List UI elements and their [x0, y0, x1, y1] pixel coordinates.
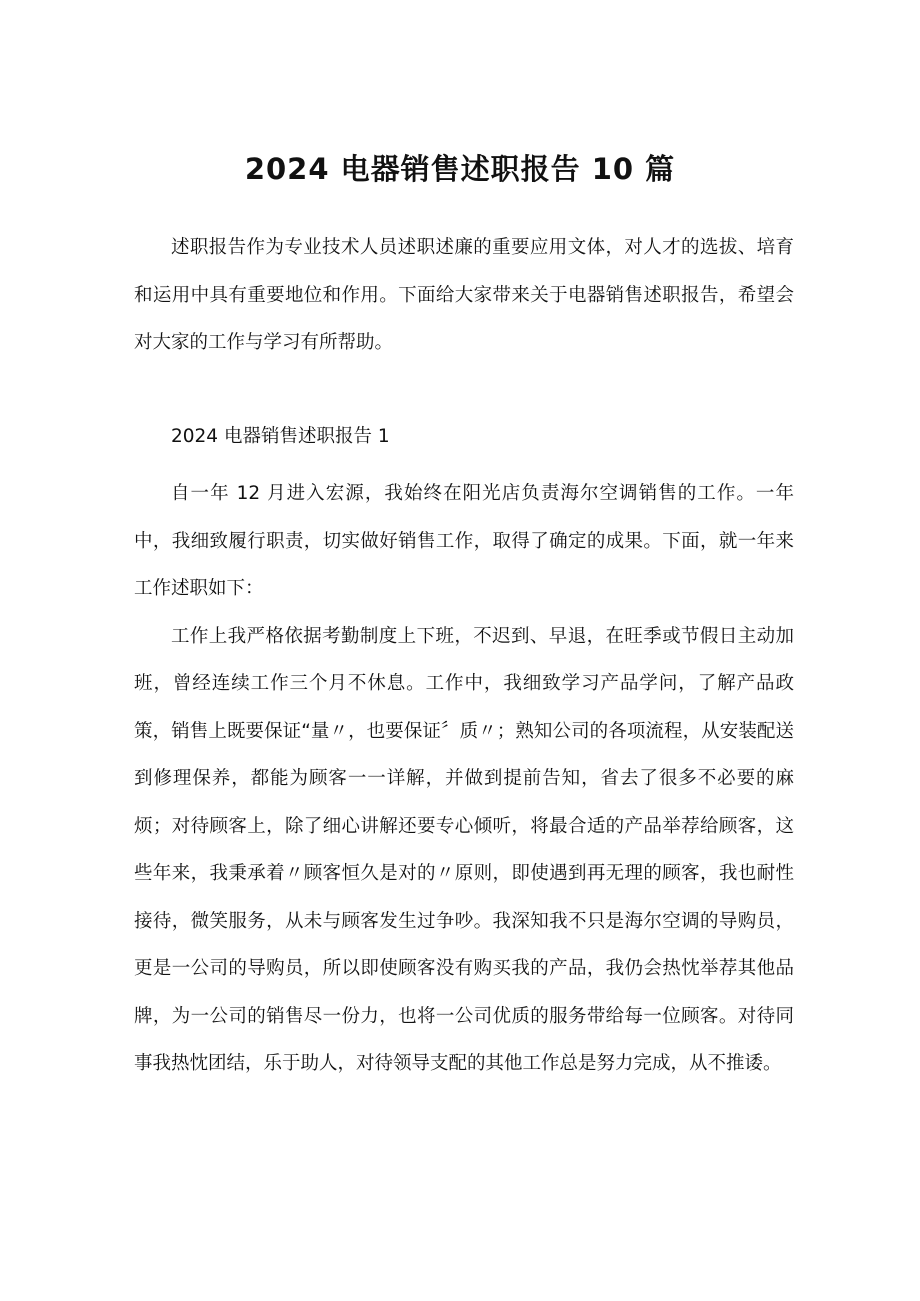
- body-paragraph-1: 自一年 12 月进入宏源，我始终在阳光店负责海尔空调销售的工作。一年中，我细致履行职责，切实做好销售工作，取得了确定的成果。下面，就一年来工作述职如下：: [134, 483, 794, 599]
- section-heading: 2024 电器销售述职报告 1: [171, 425, 390, 447]
- document-title: 2024 电器销售述职报告 10 篇: [244, 152, 676, 186]
- intro-paragraph: 述职报告作为专业技术人员述职述廉的重要应用文体，对人才的选拔、培育和运用中具有重要地位和作用。下面给大家带来关于电器销售述职报告，希望会对大家的工作与学习有所帮助。: [134, 237, 794, 353]
- document-body: [134, 224, 794, 1088]
- body-paragraph-2: 工作上我严格依据考勤制度上下班，不迟到、早退，在旺季或节假日主动加班，曾经连续工作三个月不休息。工作中，我细致学习产品学问，了解产品政策，销售上既要保证“量〃，也要保证〞质〃；熟知公司的各项流程，从安装配送到修理保养，都能为顾客一一详解，并做到提前告知，省去了很多不必要的麻烦；对待顾客上，除了细心讲解还要专心倾听，将最合适的产品举荐给顾客，这些年来，我秉承着〃顾客恒久是对的〃原则，即使遇到再无理的顾客，我也耐性接待，微笑服务，从未与顾客发生过争吵。我深知我不只是海尔空调的导购员，更是一公司的导购员，所以即使顾客没有购买我的产品，我仍会热忱举荐其他品牌，为一公司的销售尽一份力，也将一公司优质的服务带给每一位顾客。对待同事我热忱团结，乐于助人，对待领导支配的其他工作总是努力完成，从不推诿。: [134, 625, 794, 1074]
